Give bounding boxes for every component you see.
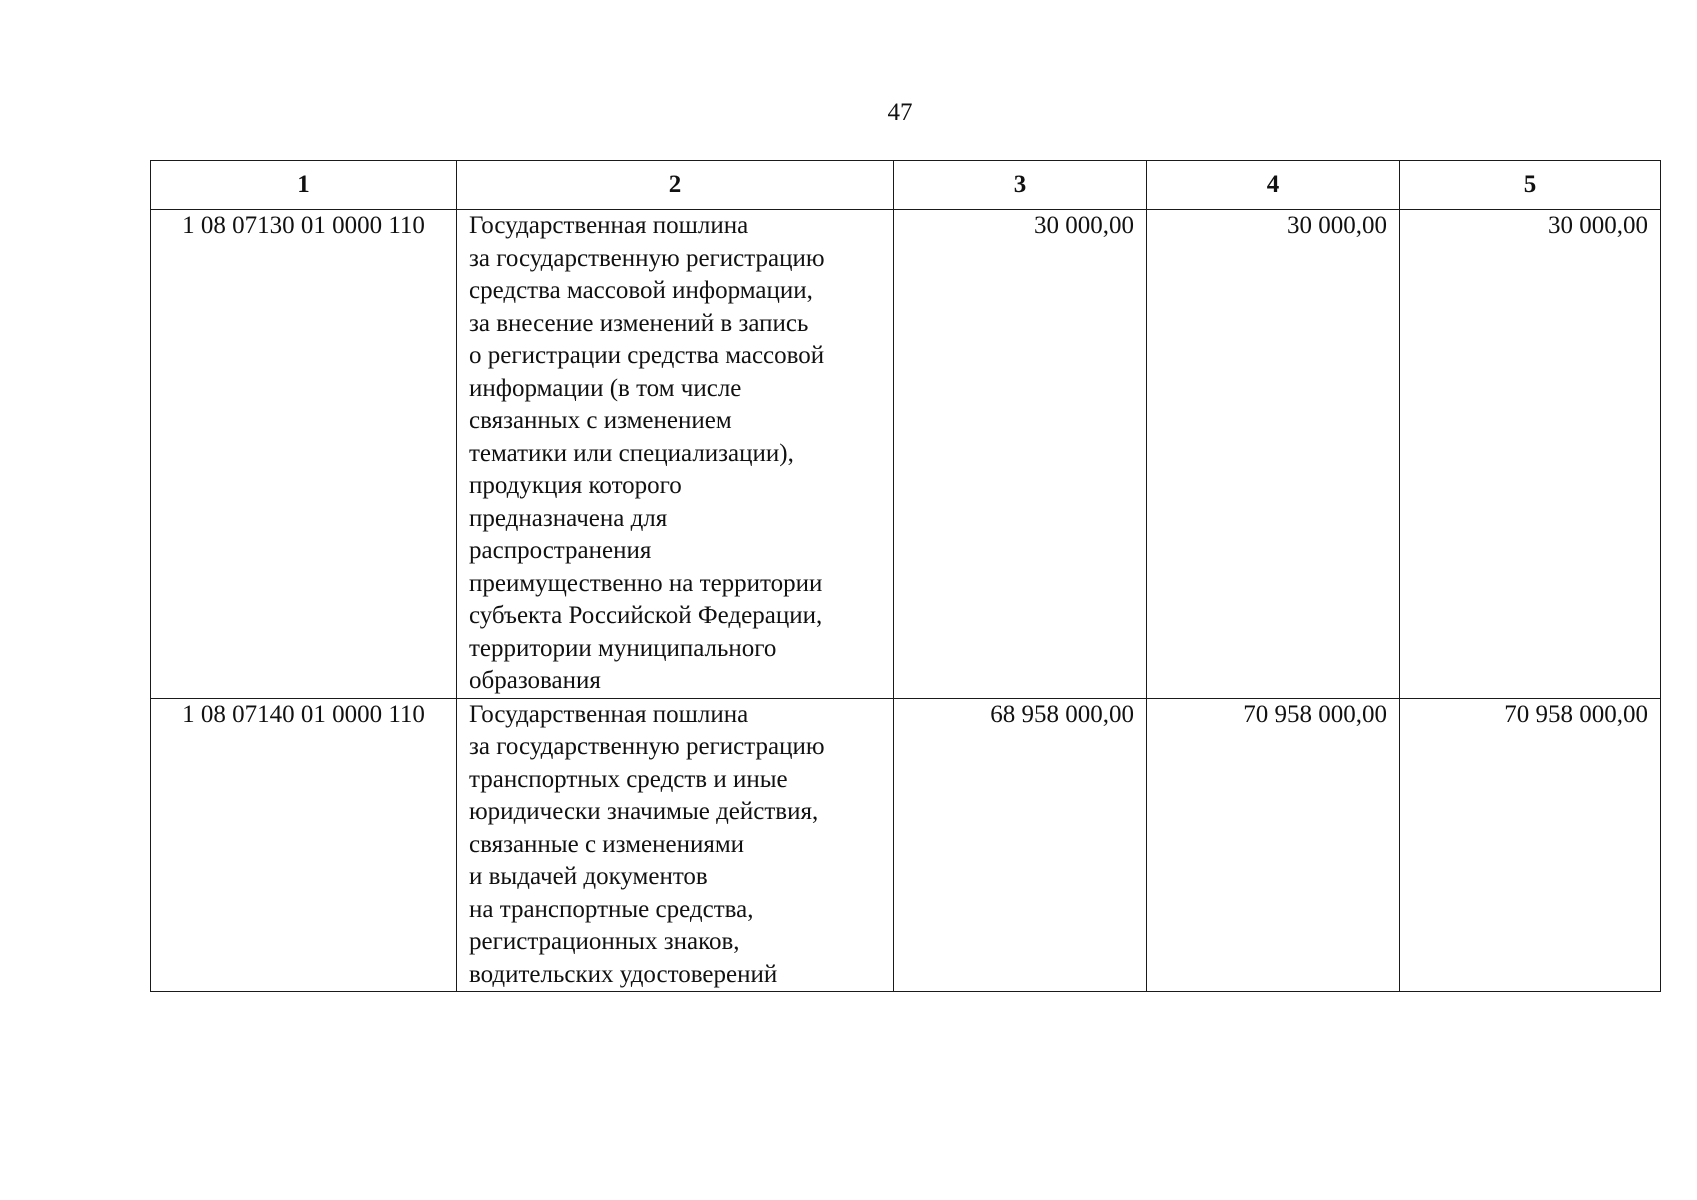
budget-code-cell: 1 08 07140 01 0000 110 bbox=[151, 698, 457, 992]
table-row bbox=[151, 210, 1661, 699]
page-number: 47 bbox=[887, 99, 913, 126]
description-line: Государственная пошлина bbox=[469, 700, 749, 728]
column-header-3: 3 bbox=[894, 161, 1147, 210]
description-line: юридически значимые действия, bbox=[469, 798, 819, 825]
amount-cell-5: 30 000,00 bbox=[1400, 210, 1661, 699]
description-cell bbox=[457, 698, 894, 992]
description-line: субъекта Российской Федерации, bbox=[469, 602, 823, 629]
column-header-1: 1 bbox=[151, 161, 457, 210]
column-header-4: 4 bbox=[1147, 161, 1400, 210]
description-line: за государственную регистрацию bbox=[469, 244, 825, 272]
description-line: средства массовой информации, bbox=[469, 277, 813, 304]
column-header-2: 2 bbox=[457, 161, 894, 210]
description-line: связанных с изменением bbox=[469, 407, 732, 434]
description-line: продукция которого bbox=[469, 472, 682, 499]
amount-cell-3: 30 000,00 bbox=[894, 210, 1147, 699]
description-line: на транспортные средства, bbox=[469, 895, 754, 923]
description-line: Государственная пошлина bbox=[469, 212, 749, 239]
description-line: предназначена для bbox=[469, 504, 668, 532]
description-line: тематики или специализации), bbox=[469, 439, 794, 467]
table-row bbox=[151, 698, 1661, 992]
amount-cell-5: 70 958 000,00 bbox=[1400, 698, 1661, 992]
description-line: водительских удостоверений bbox=[469, 960, 778, 988]
amount-cell-4: 30 000,00 bbox=[1147, 210, 1400, 699]
description-line: за внесение изменений в запись bbox=[469, 309, 809, 337]
amount-cell-4: 70 958 000,00 bbox=[1147, 698, 1400, 992]
column-header-5: 5 bbox=[1400, 161, 1661, 210]
description-line: распространения bbox=[469, 537, 652, 564]
description-line: о регистрации средства массовой bbox=[469, 342, 825, 369]
amount-cell-3: 68 958 000,00 bbox=[894, 698, 1147, 992]
description-line: информации (в том числе bbox=[469, 374, 742, 402]
description-line: транспортных средств и иные bbox=[469, 765, 788, 793]
description-line: связанные с изменениями bbox=[469, 830, 745, 858]
table-header-row bbox=[151, 161, 1661, 210]
description-line: за государственную регистрацию bbox=[469, 733, 825, 760]
description-line: образования bbox=[469, 667, 601, 694]
description-line: территории муниципального bbox=[469, 634, 777, 662]
description-line: преимущественно на территории bbox=[469, 569, 823, 597]
budget-code-cell: 1 08 07130 01 0000 110 bbox=[151, 210, 457, 699]
description-line: регистрационных знаков, bbox=[469, 928, 740, 955]
description-line: и выдачей документов bbox=[469, 863, 708, 890]
budget-table bbox=[150, 160, 1661, 992]
description-cell bbox=[457, 210, 894, 699]
